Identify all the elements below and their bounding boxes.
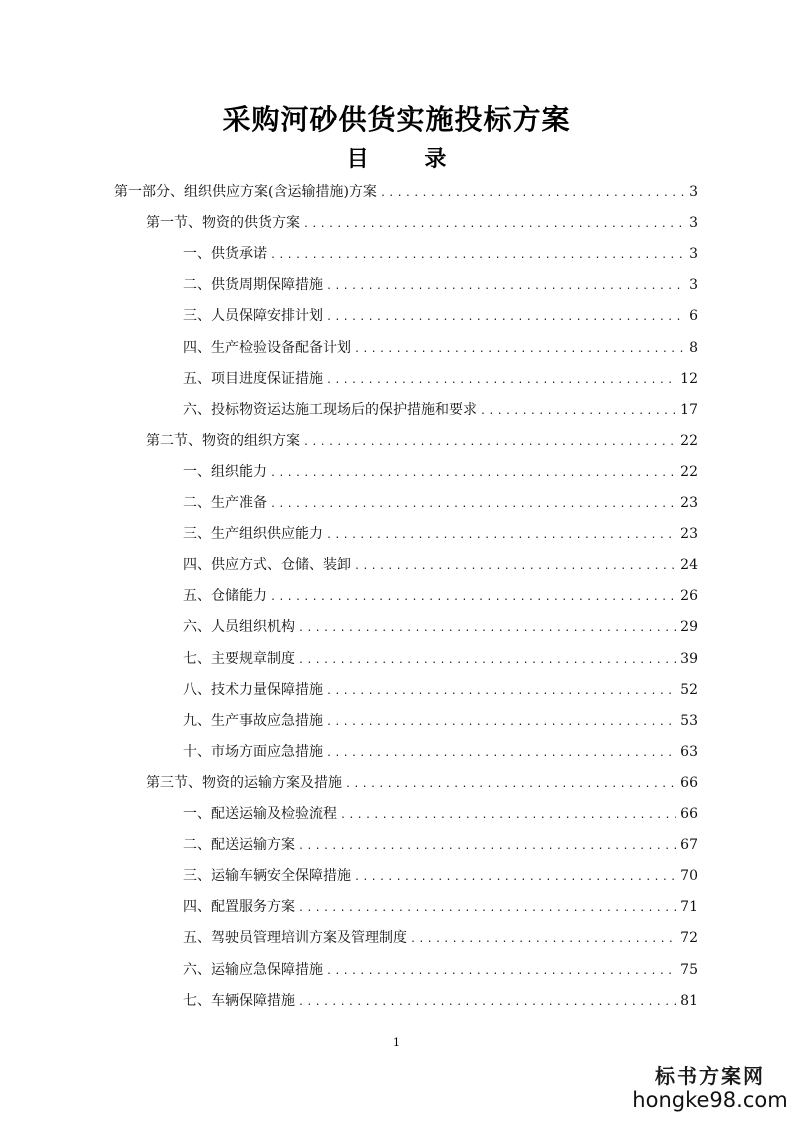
toc-entry-page: 72 [680, 930, 698, 947]
toc-entry[interactable] [183, 830, 698, 861]
toc-entry-label: 八、技术力量保障措施 [183, 681, 323, 698]
toc-entry[interactable] [183, 581, 698, 612]
toc-entry-page: 52 [680, 681, 698, 698]
toc-entry-page: 3 [689, 184, 698, 200]
toc-entry-label: 二、生产准备 [183, 495, 267, 511]
toc-dot-leader [354, 334, 684, 365]
toc-entry[interactable] [183, 301, 698, 332]
toc-entry-label: 六、投标物资运达施工现场后的保护措施和要求 [183, 401, 477, 418]
toc-entry[interactable] [183, 861, 698, 892]
toc-dot-leader [303, 427, 676, 458]
toc-entry-label: 七、车辆保障措施 [183, 992, 295, 1009]
toc-entry[interactable] [183, 612, 698, 643]
toc-entry-page: 12 [680, 370, 698, 387]
toc-dot-leader [326, 302, 684, 333]
toc-entry[interactable] [183, 986, 698, 1017]
toc-entry-page: 17 [680, 401, 698, 418]
toc-dot-leader [298, 613, 676, 644]
toc-entry[interactable] [114, 177, 698, 208]
toc-entry-label: 第一节、物资的供货方案 [146, 215, 300, 232]
toc-entry-label: 三、运输车辆安全保障措施 [183, 868, 351, 885]
toc-entry[interactable] [183, 644, 698, 675]
toc-entry[interactable] [183, 737, 698, 768]
toc-entry-label: 第二节、物资的组织方案 [146, 432, 300, 449]
toc-entry-page: 63 [680, 743, 698, 760]
toc-dot-leader [326, 707, 676, 738]
toc-entry-page: 8 [689, 339, 698, 356]
toc-entry-label: 二、配送运输方案 [183, 837, 295, 854]
toc-entry-label: 一、配送运输及检验流程 [183, 806, 337, 822]
toc-entry-page: 26 [680, 588, 698, 605]
toc-dot-leader [326, 365, 676, 396]
toc-entry[interactable] [183, 488, 698, 519]
toc-entry[interactable] [183, 799, 698, 830]
toc-entry-page: 29 [680, 619, 698, 636]
toc-entry-page: 22 [680, 463, 698, 480]
toc-dot-leader [380, 178, 685, 209]
toc-entry-label: 六、人员组织机构 [183, 619, 295, 636]
toc-entry-label: 四、生产检验设备配备计划 [183, 339, 351, 356]
toc-entry-label: 五、项目进度保证措施 [183, 370, 323, 387]
toc-entry-page: 23 [680, 495, 698, 511]
toc-entry-label: 四、供应方式、仓储、装卸 [183, 557, 351, 574]
toc-entry[interactable] [183, 333, 698, 364]
toc-entry-label: 五、驾驶员管理培训方案及管理制度 [183, 930, 407, 947]
toc-entry[interactable] [183, 923, 698, 954]
toc-entry-page: 3 [689, 215, 698, 232]
page-number: 1 [393, 1036, 400, 1049]
toc-entry-label: 七、主要规章制度 [183, 650, 295, 667]
toc-dot-leader [270, 489, 676, 520]
toc-entry-label: 十、市场方面应急措施 [183, 743, 323, 760]
watermark-site-name: 标书方案网 [655, 1064, 765, 1088]
document-title: 采购河砂供货实施投标方案 [222, 103, 571, 136]
toc-dot-leader [298, 893, 676, 924]
toc-entry-page: 67 [680, 837, 698, 854]
toc-dot-leader [326, 676, 676, 707]
toc-entry-page: 66 [680, 806, 698, 822]
toc-entry[interactable] [146, 768, 698, 799]
toc-entry[interactable] [183, 239, 698, 270]
toc-dot-leader [480, 396, 676, 427]
toc-entry-page: 75 [680, 961, 698, 978]
toc-entry[interactable] [183, 395, 698, 426]
toc-entry-label: 五、仓储能力 [183, 588, 267, 605]
toc-dot-leader [270, 240, 684, 271]
toc-dot-leader [298, 987, 676, 1018]
toc-entry-label: 三、人员保障安排计划 [183, 308, 323, 325]
toc-entry[interactable] [183, 519, 698, 550]
toc-entry[interactable] [183, 364, 698, 395]
toc-entry-label: 二、供货周期保障措施 [183, 277, 323, 294]
toc-entry-page: 81 [680, 992, 698, 1009]
toc-heading: 目 录 [346, 147, 471, 172]
toc-dot-leader [303, 209, 685, 240]
toc-entry-page: 3 [689, 246, 698, 263]
toc-entry[interactable] [183, 955, 698, 986]
toc-entry-page: 3 [689, 277, 698, 294]
toc-entry[interactable] [146, 426, 698, 457]
toc-dot-leader [354, 551, 676, 582]
toc-entry-page: 70 [680, 868, 698, 885]
toc-dot-leader [326, 520, 676, 551]
toc-dot-leader [298, 645, 676, 676]
toc-dot-leader [326, 271, 684, 302]
toc-entry-label: 一、供货承诺 [183, 246, 267, 263]
toc-dot-leader [340, 800, 676, 831]
toc-entry-page: 23 [680, 526, 698, 543]
toc-entry-label: 一、组织能力 [183, 463, 267, 480]
toc-entry-page: 71 [680, 899, 698, 916]
toc-entry[interactable] [183, 550, 698, 581]
toc-entry-page: 24 [680, 557, 698, 574]
toc-entry-page: 66 [680, 774, 698, 791]
toc-entry-label: 九、生产事故应急措施 [183, 712, 323, 729]
toc-entry-page: 22 [680, 432, 698, 449]
toc-entry[interactable] [183, 457, 698, 488]
toc-entry[interactable] [183, 675, 698, 706]
toc-entry-label: 第三节、物资的运输方案及措施 [146, 774, 342, 791]
toc-entry[interactable] [183, 270, 698, 301]
toc-entry-label: 三、生产组织供应能力 [183, 526, 323, 543]
toc-entry[interactable] [183, 706, 698, 737]
toc-dot-leader [326, 738, 676, 769]
toc-dot-leader [270, 582, 676, 613]
watermark-url: hongke98.com [632, 1088, 788, 1112]
toc-dot-leader [345, 769, 676, 800]
toc-dot-leader [410, 924, 676, 955]
watermark [630, 1064, 790, 1112]
toc-entry-label: 第一部分、组织供应方案(含运输措施)方案 [114, 184, 377, 200]
toc-dot-leader [298, 831, 676, 862]
toc-entry[interactable] [183, 892, 698, 923]
toc-entry-page: 39 [680, 650, 698, 667]
toc-entry-label: 六、运输应急保障措施 [183, 961, 323, 978]
toc-entry-page: 53 [680, 712, 698, 729]
toc-dot-leader [270, 458, 676, 489]
toc-entry-page: 6 [689, 308, 698, 325]
toc-dot-leader [354, 862, 676, 893]
toc-entry[interactable] [146, 208, 698, 239]
toc-dot-leader [326, 956, 676, 987]
toc-entry-label: 四、配置服务方案 [183, 899, 295, 916]
